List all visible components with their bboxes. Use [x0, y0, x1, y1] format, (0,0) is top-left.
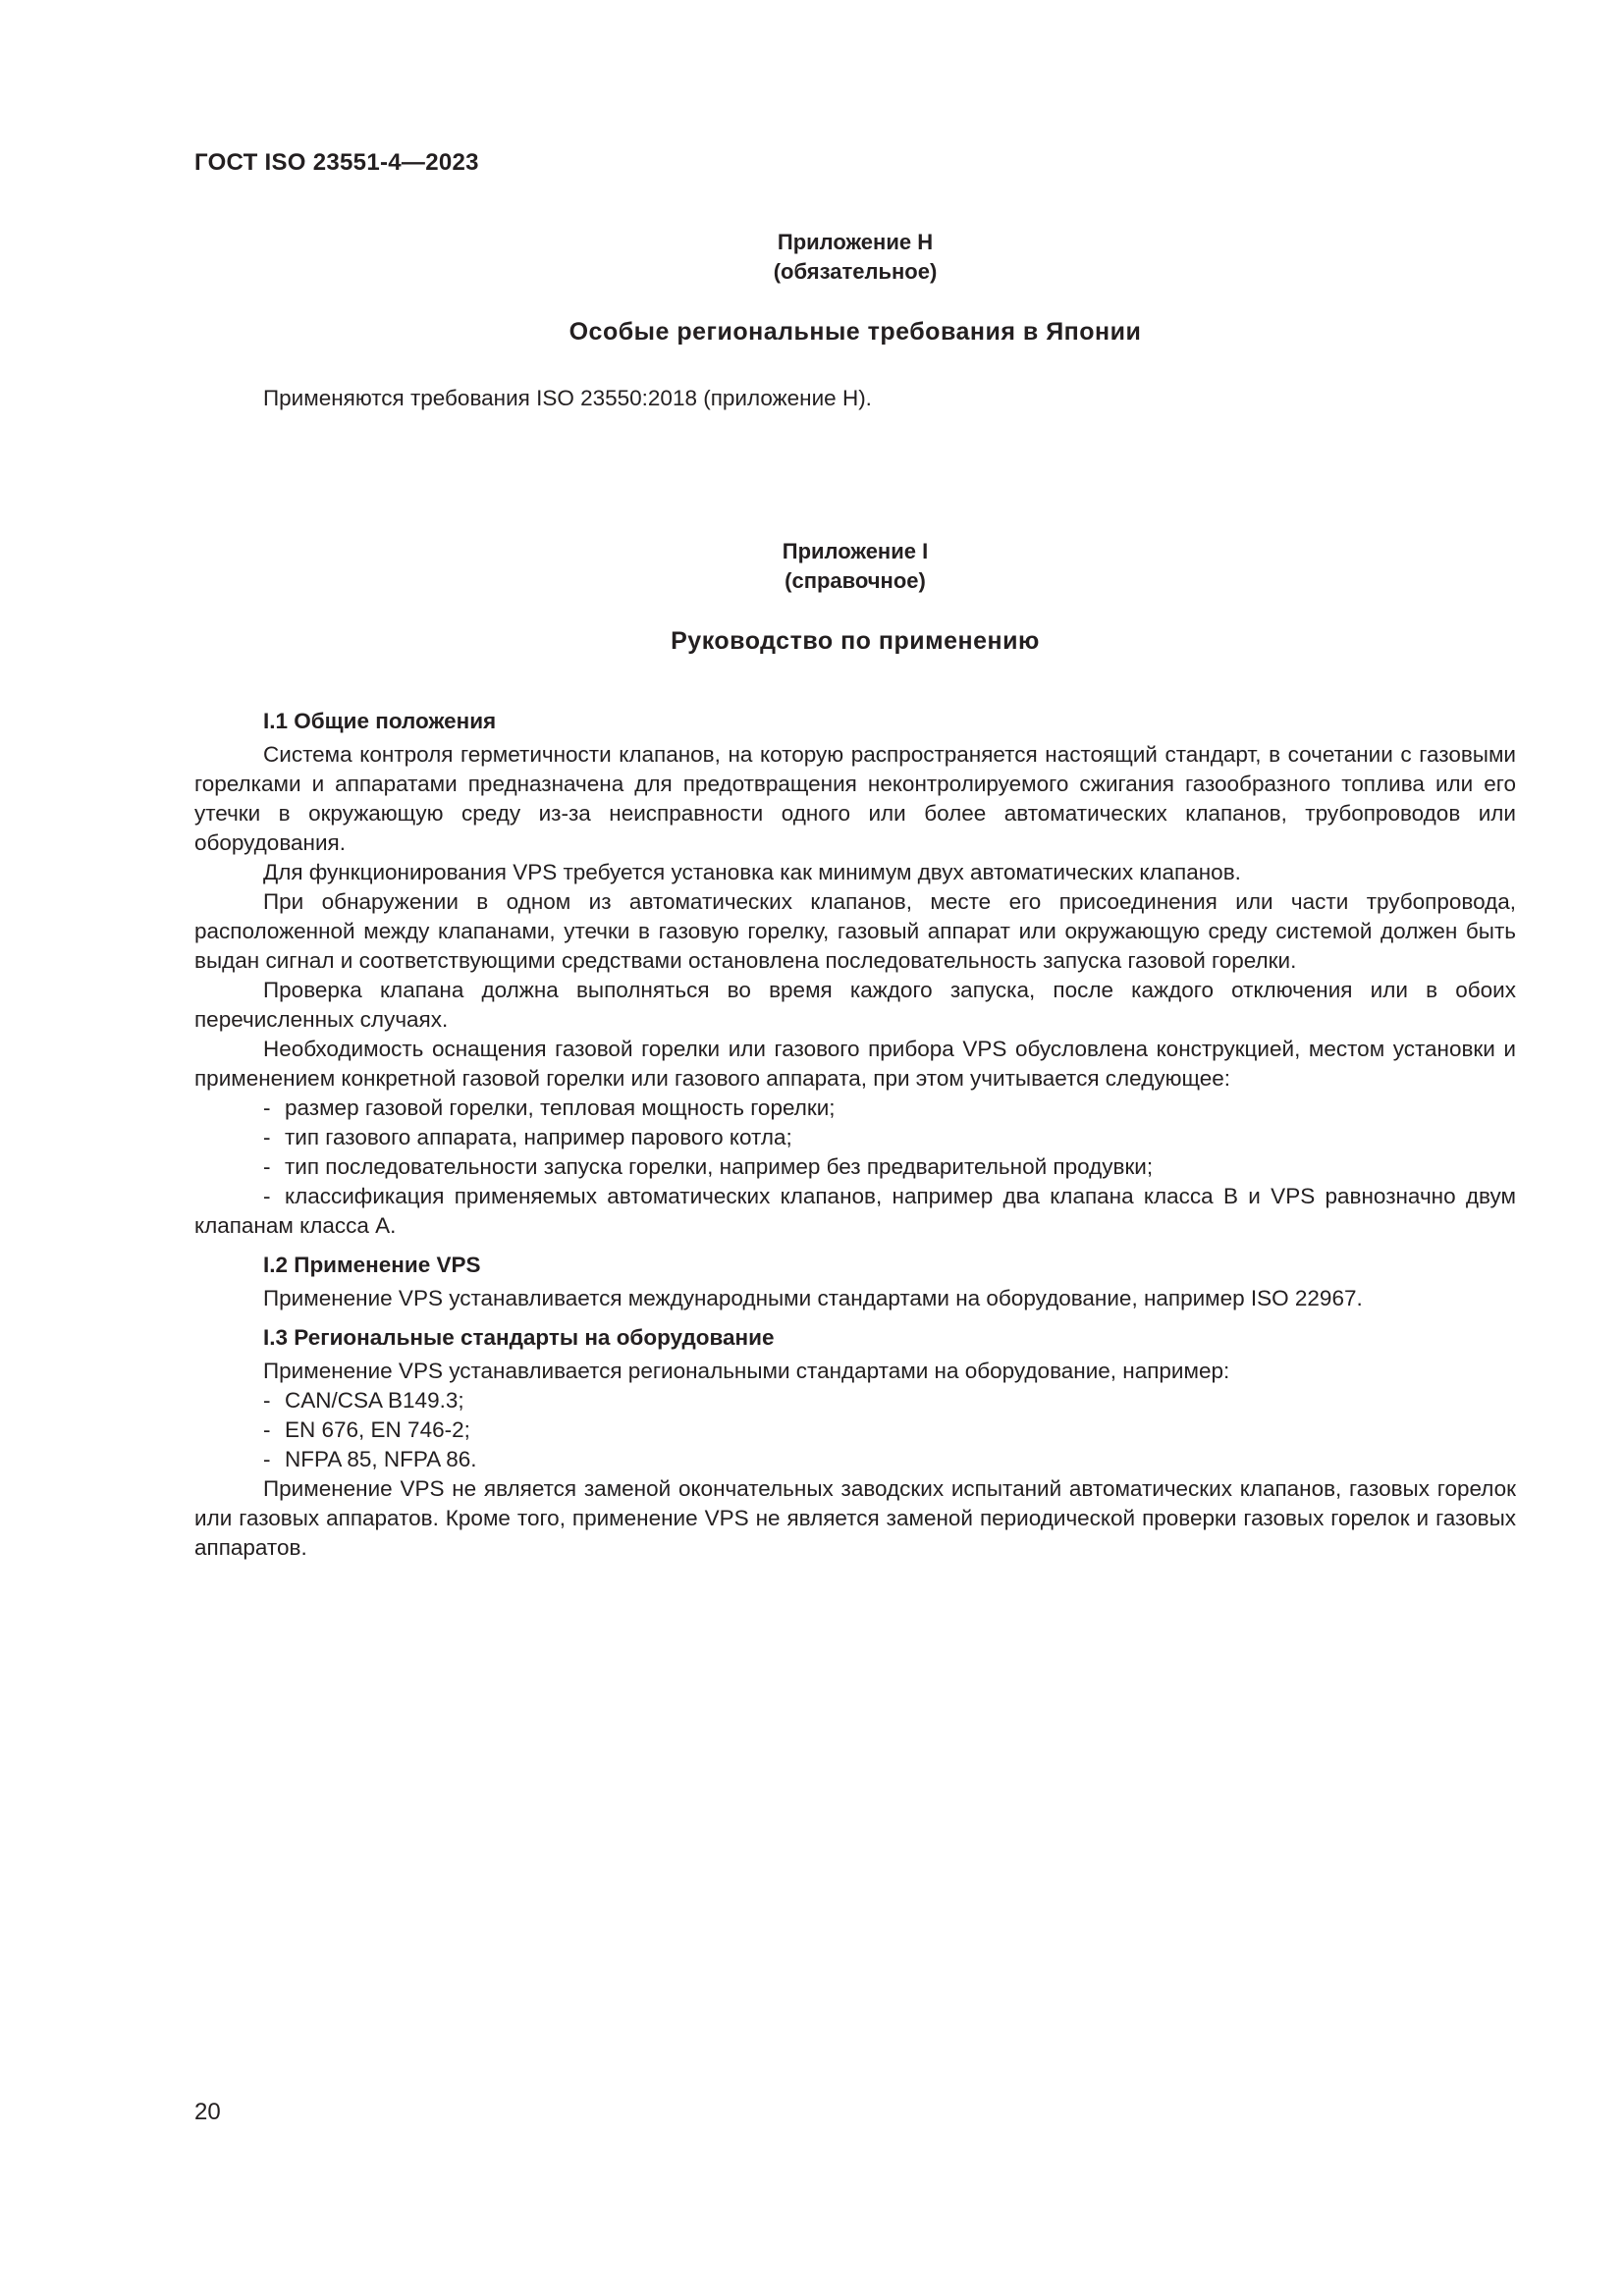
annex-h-body — [194, 384, 1516, 413]
paragraph: Необходимость оснащения газовой горелки или газового прибора VPS обусловлена конструкцией, местом установки и применением конкретной газовой горелки или газового аппарата, при этом учитывается следующее: — [194, 1037, 1516, 1091]
annex-h-status: (обязательное) — [773, 259, 938, 284]
list-item: - EN 676, EN 746-2; — [263, 1417, 470, 1442]
section-heading-i3: I.3 Региональные стандарты на оборудование — [263, 1325, 775, 1350]
annex-h-heading — [194, 228, 1516, 347]
list-item: - NFPA 85, NFPA 86. — [263, 1447, 477, 1471]
paragraph: При обнаружении в одном из автоматических клапанов, месте его присоединения или части трубопровода, расположенной между клапанами, утечки в газовую горелку, газовый аппарат или окружающую среду системой должен быть выдан сигнал и соответствующими средствами остановлена последовательность запуска газовой горелки. — [194, 889, 1516, 973]
annex-i-body — [194, 707, 1516, 1563]
paragraph: Применение VPS устанавливается региональными стандартами на оборудование, например: — [263, 1359, 1230, 1383]
paragraph: Для функционирования VPS требуется установка как минимум двух автоматических клапанов. — [263, 860, 1241, 884]
list-item: - классификация применяемых автоматических клапанов, например два клапана класса В и VPS равнозначно двум клапанам класса А. — [194, 1184, 1516, 1238]
annex-h-title: Особые региональные требования в Японии — [568, 318, 1142, 346]
section-heading-i1: I.1 Общие положения — [263, 709, 497, 733]
document-code: ГОСТ ISO 23551-4—2023 — [194, 149, 479, 176]
annex-i-heading — [194, 537, 1516, 656]
page-number: 20 — [194, 2099, 221, 2125]
paragraph: Применение VPS не является заменой окончательных заводских испытаний автоматических клапанов, газовых горелок или газовых аппаратов. Кроме того, применение VPS не является заменой периодической проверки газовых горелок и газовых аппаратов. — [194, 1476, 1516, 1560]
section-heading-i2: I.2 Применение VPS — [263, 1253, 481, 1277]
list-item: - CAN/CSA B149.3; — [263, 1388, 464, 1413]
paragraph: Проверка клапана должна выполняться во время каждого запуска, после каждого отключения или в обоих перечисленных случаях. — [194, 978, 1516, 1032]
list-item: - размер газовой горелки, тепловая мощность горелки; — [263, 1095, 836, 1120]
list-item: - тип газового аппарата, например парового котла; — [263, 1125, 792, 1149]
annex-i-status: (справочное) — [785, 568, 926, 593]
list-item: - тип последовательности запуска горелки, например без предварительной продувки; — [263, 1154, 1154, 1179]
annex-h-label: Приложение Н — [777, 230, 934, 254]
paragraph: Система контроля герметичности клапанов, на которую распространяется настоящий стандарт, в сочетании с газовыми горелками и аппаратами предназначена для предотвращения неконтролируемого сжигания газообразного топлива или его утечки в окружающую среду из-за неисправности одного или более автоматических клапанов, трубопроводов или оборудования. — [194, 742, 1516, 855]
annex-h-text: Применяются требования ISO 23550:2018 (приложение Н). — [263, 386, 872, 410]
paragraph: Применение VPS устанавливается международными стандартами на оборудование, например ISO 22967. — [263, 1286, 1363, 1310]
annex-i-title: Руководство по применению — [671, 627, 1040, 655]
annex-i-label: Приложение I — [782, 539, 929, 563]
